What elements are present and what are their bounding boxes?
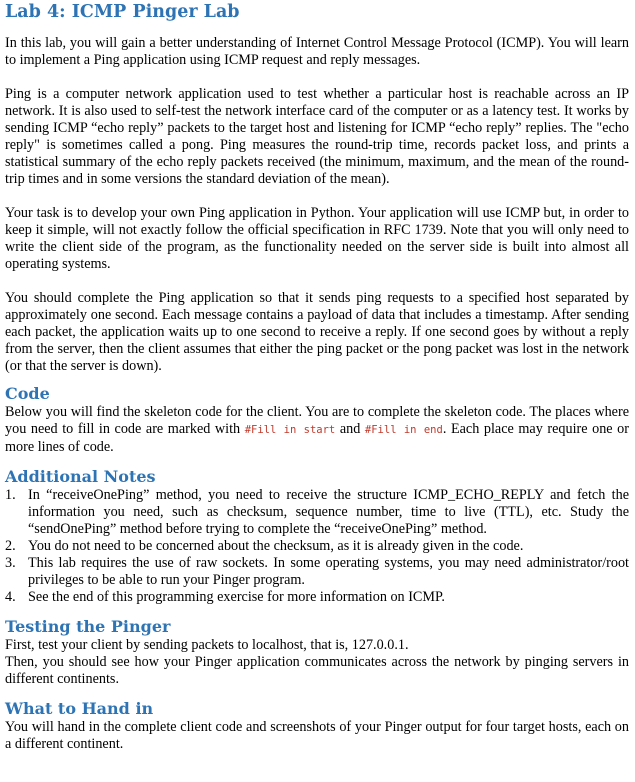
hand-in-heading: What to Hand in xyxy=(5,699,154,718)
ping-description-paragraph: Ping is a computer network application used to test whether a particular host is reachable across an IP network. It is also used to self-test the network interface card of the computer or as a latency test. It works by sending ICMP “echo reply” packets to the target host and listening for ICMP “echo reply” replies. The "echo reply" is sometimes called a pong. Ping measures the round-trip time, records packet loss, and prints a statistical summary of the echo reply packets received (the minimum, maximum, and the mean of the round-trip times and in some versions the standard deviation of the mean). xyxy=(5,86,629,187)
code-paragraph xyxy=(5,404,629,456)
fill-in-start-marker: #Fill in start xyxy=(244,424,336,436)
list-item-number: 1. xyxy=(5,487,16,503)
code-heading: Code xyxy=(5,384,50,403)
list-item-number: 2. xyxy=(5,538,16,554)
list-item-text: See the end of this programming exercise for more information on ICMP. xyxy=(28,589,445,605)
intro-paragraph: In this lab, you will gain a better understanding of Internet Control Message Protocol (ICMP). You will learn to implement a Ping application using ICMP request and reply messages. xyxy=(5,35,629,68)
code-text-after: . Each place may require one or more lines of code. xyxy=(5,421,629,455)
list-item-number: 3. xyxy=(5,555,16,571)
hand-in-paragraph: You will hand in the complete client code and screenshots of your Pinger output for four target hosts, each on a different continent. xyxy=(5,719,629,752)
notes-list xyxy=(5,487,629,606)
list-item xyxy=(5,589,629,606)
list-item xyxy=(5,555,629,589)
list-item-text: You do not need to be concerned about the checksum, as it is already given in the code. xyxy=(28,538,524,554)
list-item-text: This lab requires the use of raw sockets. In some operating systems, you may need administrator/root privileges to be able to run your Pinger program. xyxy=(28,555,629,588)
additional-notes-heading: Additional Notes xyxy=(5,467,156,486)
list-item-text: In “receiveOnePing” method, you need to receive the structure ICMP_ECHO_REPLY and fetch the information you need, such as checksum, sequence number, time to live (TTL), etc. Study the “sendOnePing” method before trying to complete the “receiveOnePing” method. xyxy=(28,487,629,537)
testing-heading: Testing the Pinger xyxy=(5,617,171,636)
testing-line-1: First, test your client by sending packets to localhost, that is, 127.0.0.1. xyxy=(5,637,409,653)
list-item-number: 4. xyxy=(5,589,16,605)
fill-in-end-marker: #Fill in end xyxy=(364,424,443,436)
list-item xyxy=(5,487,629,538)
page-title: Lab 4: ICMP Pinger Lab xyxy=(5,2,240,22)
testing-line-2: Then, you should see how your Pinger application communicates across the network by pinging servers in different continents. xyxy=(5,654,629,687)
list-item xyxy=(5,538,629,555)
code-text-before: Below you will find the skeleton code for the client. You are to complete the skeleton code. The places where you need to fill in code are marked with xyxy=(5,404,629,437)
task-paragraph: Your task is to develop your own Ping application in Python. Your application will use ICMP but, in order to keep it simple, will not exactly follow the official specification in RFC 1739. Note that you will only need to write the client side of the program, as the functionality needed on the server side is built into almost all operating systems. xyxy=(5,205,629,272)
code-text-and: and xyxy=(335,421,365,437)
complete-paragraph: You should complete the Ping application so that it sends ping requests to a specified host separated by approximately one second. Each message contains a payload of data that includes a timestamp. After sending each packet, the application waits up to one second to receive a reply. If one second goes by without a reply from the server, then the client assumes that either the ping packet or the pong packet was lost in the network (or that the server is down). xyxy=(5,290,629,374)
